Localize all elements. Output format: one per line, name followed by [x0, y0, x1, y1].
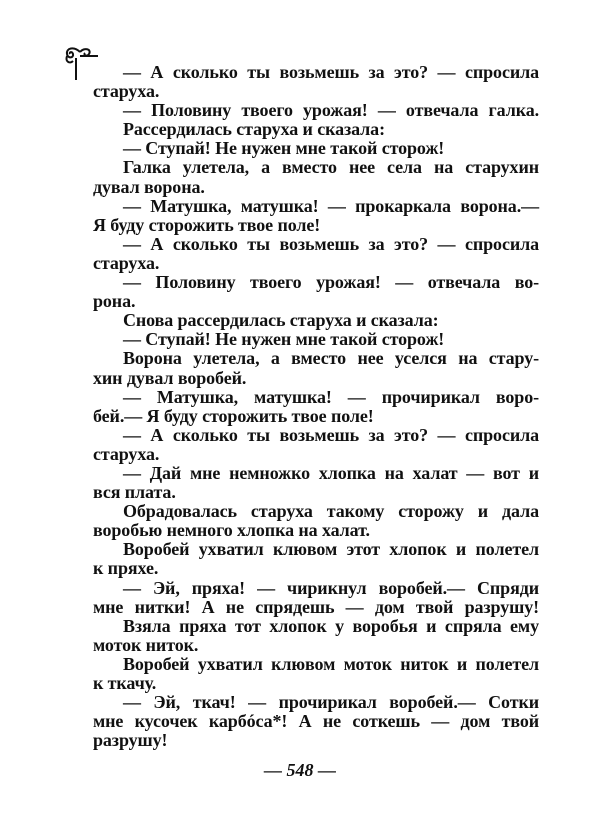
- text-line: — Эй, ткач! — прочирикал воробей.— Сотки: [123, 692, 539, 713]
- text-line: Галка улетела, а вместо нее села на старухин: [123, 157, 539, 178]
- text-line: хин дувал воробей.: [93, 367, 247, 388]
- page-number: — 548 —: [264, 760, 336, 780]
- text-line: — Ступай! Не нужен мне такой сторож!: [123, 138, 445, 159]
- text-line: бей.— Я буду сторожить твое поле!: [93, 405, 374, 426]
- text-line: — Эй, пряха! — чирикнул воробей.— Спряди: [123, 577, 539, 598]
- body-text: [93, 63, 539, 750]
- text-line: — А сколько ты возьмешь за это? — спросила: [123, 233, 539, 254]
- text-line: мне кусочек карбóса*! А не соткешь — дом твой: [93, 711, 539, 732]
- text-line: Обрадовалась старуха такому сторожу и дала: [123, 501, 539, 522]
- text-line: — Половину твоего урожая! — отвечала галка.: [123, 100, 539, 121]
- text-line: — Дай мне немножко хлопка на халат — вот и: [123, 462, 539, 483]
- text-line: рона.: [93, 291, 136, 312]
- text-line: вся плата.: [93, 482, 176, 503]
- text-line: старуха.: [93, 252, 160, 273]
- text-line: мне нитки! А не спрядешь — дом твой разрушу!: [93, 596, 539, 617]
- text-line: — Половину твоего урожая! — отвечала во-: [123, 272, 539, 293]
- text-line: — Ступай! Не нужен мне такой сторож!: [123, 329, 445, 350]
- text-line: дувал ворона.: [93, 176, 205, 197]
- text-line: Воробей ухватил клювом моток ниток и полетел: [123, 653, 539, 674]
- text-line: Ворона улетела, а вместо нее уселся на стару-: [123, 348, 539, 369]
- text-line: воробью немного хлопка на халат.: [93, 520, 370, 541]
- text-line: Рассердилась старуха и сказала:: [123, 119, 385, 140]
- text-line: разрушу!: [93, 730, 168, 751]
- text-line: к ткачу.: [93, 673, 157, 693]
- text-line: моток ниток.: [93, 634, 199, 655]
- text-line: — Матушка, матушка! — прочирикал воро-: [123, 386, 539, 407]
- text-line: Взяла пряха тот хлопок у воробья и спряла ему: [123, 615, 539, 636]
- text-line: старуха.: [93, 443, 160, 464]
- text-line: — А сколько ты возьмешь за это? — спросила: [123, 62, 539, 82]
- text-line: — Матушка, матушка! — прокаркала ворона.—: [123, 195, 539, 216]
- text-line: Я буду сторожить твое поле!: [93, 214, 321, 235]
- text-line: — А сколько ты возьмешь за это? — спросила: [123, 424, 539, 445]
- text-line: Снова рассердилась старуха и сказала:: [123, 310, 439, 331]
- text-line: старуха.: [93, 81, 160, 102]
- text-line: Воробей ухватил клювом этот хлопок и полетел: [123, 539, 539, 560]
- text-line: к пряхе.: [93, 558, 159, 579]
